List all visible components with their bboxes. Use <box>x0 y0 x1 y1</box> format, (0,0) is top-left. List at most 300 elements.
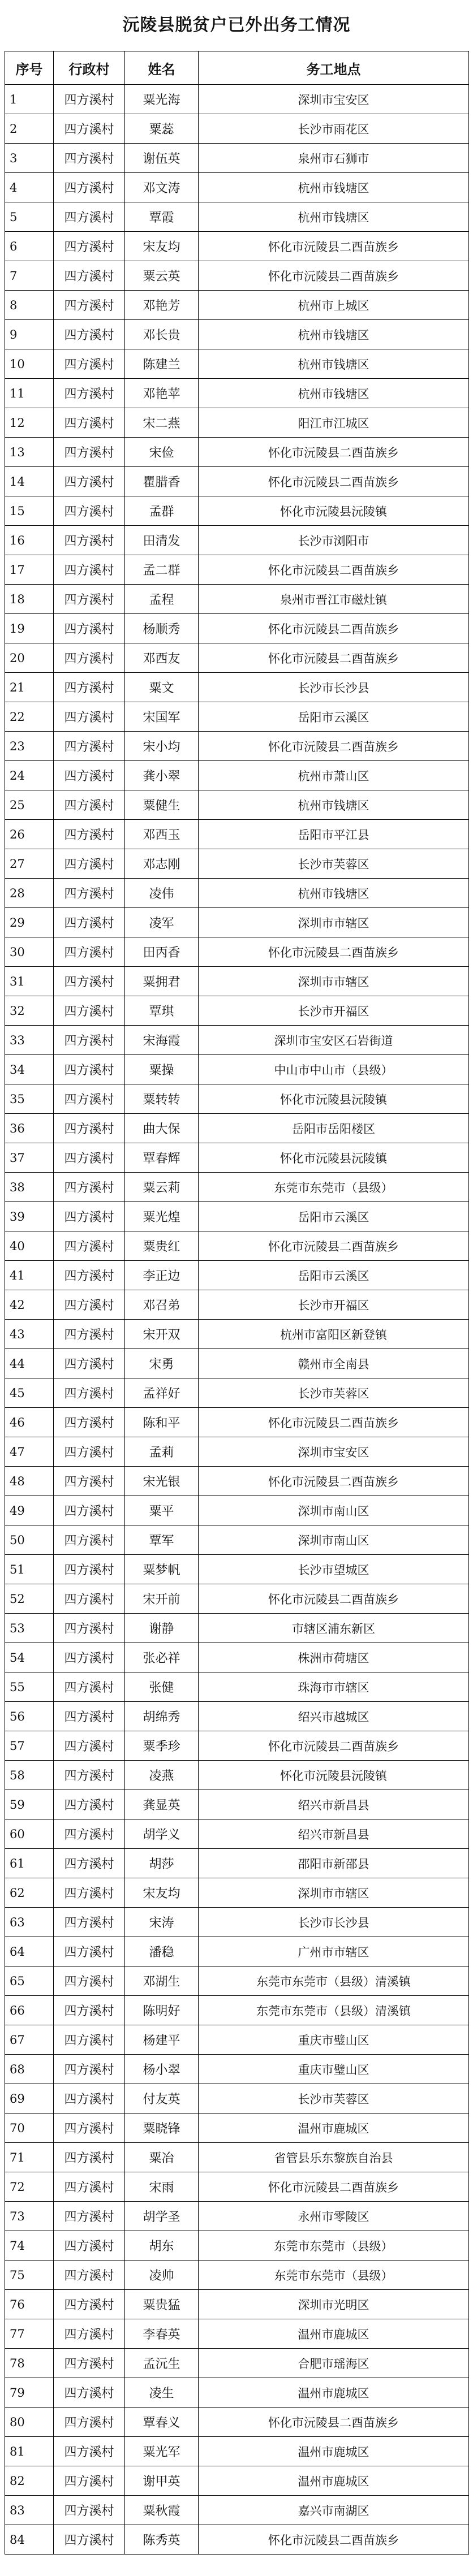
row-village: 四方溪村 <box>54 1437 125 1467</box>
row-name: 曲大保 <box>125 1114 199 1143</box>
row-index: 18 <box>5 585 54 614</box>
row-location: 赣州市全南县 <box>199 1349 469 1378</box>
row-name: 覃琪 <box>125 996 199 1026</box>
row-location: 长沙市长沙县 <box>199 673 469 702</box>
row-location: 长沙市芙蓉区 <box>199 1378 469 1408</box>
header-village: 行政村 <box>54 51 125 85</box>
row-index: 52 <box>5 1584 54 1614</box>
row-village: 四方溪村 <box>54 438 125 467</box>
row-location: 怀化市沅陵县二酉苗族乡 <box>199 2525 469 2555</box>
row-village: 四方溪村 <box>54 1202 125 1231</box>
row-index: 35 <box>5 1084 54 1114</box>
row-location: 温州市鹿城区 <box>199 2378 469 2408</box>
row-village: 四方溪村 <box>54 144 125 173</box>
row-name: 粟光海 <box>125 85 199 114</box>
table-row <box>5 1525 469 1555</box>
row-village: 四方溪村 <box>54 2290 125 2319</box>
table-row <box>5 790 469 820</box>
row-index: 80 <box>5 2408 54 2437</box>
row-village: 四方溪村 <box>54 2055 125 2084</box>
row-index: 4 <box>5 173 54 202</box>
row-name: 胡绵秀 <box>125 1702 199 1731</box>
row-index: 58 <box>5 1761 54 1790</box>
table-row <box>5 643 469 673</box>
row-location: 合肥市瑶海区 <box>199 2349 469 2378</box>
row-name: 陈秀英 <box>125 2525 199 2555</box>
row-village: 四方溪村 <box>54 1996 125 2025</box>
row-index: 26 <box>5 820 54 849</box>
row-name: 田丙香 <box>125 937 199 967</box>
row-index: 21 <box>5 673 54 702</box>
row-village: 四方溪村 <box>54 1908 125 1937</box>
row-village: 四方溪村 <box>54 1084 125 1114</box>
row-village: 四方溪村 <box>54 967 125 996</box>
row-village: 四方溪村 <box>54 879 125 908</box>
row-name: 粟操 <box>125 1055 199 1084</box>
row-village: 四方溪村 <box>54 585 125 614</box>
row-village: 四方溪村 <box>54 2113 125 2143</box>
header-name: 姓名 <box>125 51 199 85</box>
table-row <box>5 673 469 702</box>
table-row <box>5 849 469 879</box>
row-village: 四方溪村 <box>54 1672 125 1702</box>
row-location: 重庆市璧山区 <box>199 2025 469 2055</box>
row-village: 四方溪村 <box>54 555 125 585</box>
row-index: 6 <box>5 232 54 261</box>
table-row <box>5 1349 469 1378</box>
row-name: 龚小翠 <box>125 761 199 790</box>
row-village: 四方溪村 <box>54 349 125 379</box>
row-location: 东莞市东莞市（县级） <box>199 1173 469 1202</box>
row-index: 74 <box>5 2231 54 2261</box>
table-row <box>5 144 469 173</box>
row-name: 谢伍英 <box>125 144 199 173</box>
row-location: 阳江市江城区 <box>199 408 469 438</box>
row-index: 14 <box>5 467 54 496</box>
row-location: 永州市零陵区 <box>199 2202 469 2231</box>
row-index: 79 <box>5 2378 54 2408</box>
row-village: 四方溪村 <box>54 1378 125 1408</box>
row-location: 广州市市辖区 <box>199 1937 469 1966</box>
row-index: 65 <box>5 1966 54 1996</box>
row-index: 25 <box>5 790 54 820</box>
row-location: 怀化市沅陵县二酉苗族乡 <box>199 2408 469 2437</box>
row-index: 31 <box>5 967 54 996</box>
row-location: 怀化市沅陵县二酉苗族乡 <box>199 614 469 643</box>
row-location: 杭州市上城区 <box>199 291 469 320</box>
row-location: 怀化市沅陵县沅陵镇 <box>199 1084 469 1114</box>
row-location: 长沙市雨花区 <box>199 114 469 144</box>
row-location: 怀化市沅陵县二酉苗族乡 <box>199 937 469 967</box>
row-location: 省管县乐东黎族自治县 <box>199 2143 469 2172</box>
row-village: 四方溪村 <box>54 732 125 761</box>
table-row <box>5 1378 469 1408</box>
row-location: 泉州市晋江市磁灶镇 <box>199 585 469 614</box>
table-row <box>5 438 469 467</box>
row-location: 珠海市市辖区 <box>199 1672 469 1702</box>
row-index: 56 <box>5 1702 54 1731</box>
table-row <box>5 2496 469 2525</box>
row-location: 岳阳市云溪区 <box>199 1202 469 1231</box>
row-name: 孟莉 <box>125 1437 199 1467</box>
table-row <box>5 702 469 732</box>
row-village: 四方溪村 <box>54 114 125 144</box>
row-location: 深圳市宝安区 <box>199 1437 469 1467</box>
row-village: 四方溪村 <box>54 85 125 114</box>
table-row <box>5 2202 469 2231</box>
table-row <box>5 1614 469 1643</box>
row-name: 粟晓锋 <box>125 2113 199 2143</box>
row-village: 四方溪村 <box>54 1584 125 1614</box>
row-index: 24 <box>5 761 54 790</box>
row-village: 四方溪村 <box>54 1055 125 1084</box>
table-row <box>5 1819 469 1849</box>
row-village: 四方溪村 <box>54 1849 125 1878</box>
row-location: 东莞市东莞市（县级） <box>199 2231 469 2261</box>
row-index: 83 <box>5 2496 54 2525</box>
row-location: 杭州市钱塘区 <box>199 379 469 408</box>
row-village: 四方溪村 <box>54 261 125 291</box>
row-name: 粟转转 <box>125 1084 199 1114</box>
table-row <box>5 1908 469 1937</box>
row-village: 四方溪村 <box>54 2466 125 2496</box>
row-name: 粟季珍 <box>125 1731 199 1761</box>
row-index: 34 <box>5 1055 54 1084</box>
row-location: 东莞市东莞市（县级） <box>199 2261 469 2290</box>
row-location: 岳阳市岳阳楼区 <box>199 1114 469 1143</box>
row-name: 孟群 <box>125 496 199 526</box>
row-location: 深圳市市辖区 <box>199 908 469 937</box>
row-location: 岳阳市云溪区 <box>199 702 469 732</box>
table-row <box>5 291 469 320</box>
row-name: 凌军 <box>125 908 199 937</box>
row-village: 四方溪村 <box>54 467 125 496</box>
row-location: 东莞市东莞市（县级）清溪镇 <box>199 1966 469 1996</box>
row-name: 宋二燕 <box>125 408 199 438</box>
row-name: 胡莎 <box>125 1849 199 1878</box>
row-location: 市辖区浦东新区 <box>199 1614 469 1643</box>
row-name: 宋小均 <box>125 732 199 761</box>
row-location: 邵阳市新邵县 <box>199 1849 469 1878</box>
row-location: 怀化市沅陵县二酉苗族乡 <box>199 1584 469 1614</box>
row-location: 长沙市长沙县 <box>199 1908 469 1937</box>
row-village: 四方溪村 <box>54 643 125 673</box>
row-village: 四方溪村 <box>54 2408 125 2437</box>
table-row <box>5 2437 469 2466</box>
row-index: 67 <box>5 2025 54 2055</box>
row-name: 付友英 <box>125 2084 199 2113</box>
row-location: 长沙市开福区 <box>199 996 469 1026</box>
header-location: 务工地点 <box>199 51 469 85</box>
row-village: 四方溪村 <box>54 1026 125 1055</box>
row-location: 重庆市璧山区 <box>199 2055 469 2084</box>
row-name: 孟二群 <box>125 555 199 585</box>
row-name: 覃春义 <box>125 2408 199 2437</box>
table-row <box>5 1173 469 1202</box>
row-village: 四方溪村 <box>54 1290 125 1320</box>
row-name: 李春英 <box>125 2319 199 2349</box>
row-location: 深圳市南山区 <box>199 1525 469 1555</box>
row-name: 宋海霞 <box>125 1026 199 1055</box>
row-index: 10 <box>5 349 54 379</box>
row-location: 怀化市沅陵县二酉苗族乡 <box>199 438 469 467</box>
row-location: 中山市中山市（县级） <box>199 1055 469 1084</box>
table-row <box>5 202 469 232</box>
row-name: 粟贵猛 <box>125 2290 199 2319</box>
row-index: 55 <box>5 1672 54 1702</box>
row-index: 57 <box>5 1731 54 1761</box>
row-name: 杨顺秀 <box>125 614 199 643</box>
row-village: 四方溪村 <box>54 291 125 320</box>
row-name: 田清发 <box>125 526 199 555</box>
row-location: 深圳市市辖区 <box>199 1878 469 1908</box>
row-name: 宋国军 <box>125 702 199 732</box>
table-row <box>5 1143 469 1173</box>
row-name: 孟沅生 <box>125 2349 199 2378</box>
row-name: 宋友均 <box>125 1878 199 1908</box>
row-name: 宋雨 <box>125 2172 199 2202</box>
table-row <box>5 2408 469 2437</box>
row-location: 怀化市沅陵县二酉苗族乡 <box>199 467 469 496</box>
row-location: 绍兴市新昌县 <box>199 1790 469 1819</box>
row-name: 粟冶 <box>125 2143 199 2172</box>
row-location: 杭州市钱塘区 <box>199 349 469 379</box>
row-village: 四方溪村 <box>54 2143 125 2172</box>
table-row <box>5 2143 469 2172</box>
row-index: 60 <box>5 1819 54 1849</box>
table-row <box>5 2466 469 2496</box>
row-village: 四方溪村 <box>54 1349 125 1378</box>
row-name: 凌燕 <box>125 1761 199 1790</box>
row-location: 深圳市宝安区石岩街道 <box>199 1026 469 1055</box>
table-row <box>5 1231 469 1261</box>
table-row <box>5 2525 469 2555</box>
row-index: 77 <box>5 2319 54 2349</box>
row-index: 11 <box>5 379 54 408</box>
row-name: 邓志刚 <box>125 849 199 879</box>
table-row <box>5 1731 469 1761</box>
table-row <box>5 820 469 849</box>
table-row <box>5 555 469 585</box>
row-name: 粟拥君 <box>125 967 199 996</box>
row-village: 四方溪村 <box>54 2319 125 2349</box>
row-village: 四方溪村 <box>54 1231 125 1261</box>
table-row <box>5 1702 469 1731</box>
row-village: 四方溪村 <box>54 1761 125 1790</box>
table-row <box>5 232 469 261</box>
row-name: 粟健生 <box>125 790 199 820</box>
table-row <box>5 114 469 144</box>
row-location: 岳阳市云溪区 <box>199 1261 469 1290</box>
row-location: 怀化市沅陵县沅陵镇 <box>199 496 469 526</box>
row-index: 45 <box>5 1378 54 1408</box>
row-location: 怀化市沅陵县二酉苗族乡 <box>199 643 469 673</box>
row-index: 13 <box>5 438 54 467</box>
row-village: 四方溪村 <box>54 1261 125 1290</box>
row-index: 8 <box>5 291 54 320</box>
row-location: 怀化市沅陵县沅陵镇 <box>199 1143 469 1173</box>
table-row <box>5 1437 469 1467</box>
row-village: 四方溪村 <box>54 1496 125 1525</box>
row-index: 71 <box>5 2143 54 2172</box>
table-row <box>5 1966 469 1996</box>
row-location: 绍兴市新昌县 <box>199 1819 469 1849</box>
table-row <box>5 614 469 643</box>
row-village: 四方溪村 <box>54 2231 125 2261</box>
row-index: 54 <box>5 1643 54 1672</box>
table-row <box>5 879 469 908</box>
row-village: 四方溪村 <box>54 1966 125 1996</box>
row-name: 邓湖生 <box>125 1966 199 1996</box>
row-village: 四方溪村 <box>54 1555 125 1584</box>
row-name: 粟文 <box>125 673 199 702</box>
row-index: 64 <box>5 1937 54 1966</box>
row-village: 四方溪村 <box>54 232 125 261</box>
page-title: 沅陵县脱贫户已外出务工情况 <box>122 15 351 35</box>
row-village: 四方溪村 <box>54 1408 125 1437</box>
row-index: 17 <box>5 555 54 585</box>
row-village: 四方溪村 <box>54 673 125 702</box>
row-index: 48 <box>5 1467 54 1496</box>
row-village: 四方溪村 <box>54 1731 125 1761</box>
row-village: 四方溪村 <box>54 702 125 732</box>
row-location: 怀化市沅陵县二酉苗族乡 <box>199 2172 469 2202</box>
table-row <box>5 761 469 790</box>
row-name: 胡学圣 <box>125 2202 199 2231</box>
table-row <box>5 1996 469 2025</box>
row-name: 杨建平 <box>125 2025 199 2055</box>
row-location: 长沙市浏阳市 <box>199 526 469 555</box>
row-index: 40 <box>5 1231 54 1261</box>
row-index: 38 <box>5 1173 54 1202</box>
row-village: 四方溪村 <box>54 937 125 967</box>
row-name: 粟贵红 <box>125 1231 199 1261</box>
row-village: 四方溪村 <box>54 408 125 438</box>
row-index: 15 <box>5 496 54 526</box>
row-village: 四方溪村 <box>54 820 125 849</box>
row-name: 凌伟 <box>125 879 199 908</box>
row-village: 四方溪村 <box>54 1643 125 1672</box>
table-row <box>5 996 469 1026</box>
row-index: 82 <box>5 2466 54 2496</box>
row-index: 20 <box>5 643 54 673</box>
row-name: 宋开双 <box>125 1320 199 1349</box>
row-name: 张必祥 <box>125 1643 199 1672</box>
row-name: 粟秋霞 <box>125 2496 199 2525</box>
row-index: 70 <box>5 2113 54 2143</box>
row-name: 覃霞 <box>125 202 199 232</box>
row-index: 50 <box>5 1525 54 1555</box>
row-index: 72 <box>5 2172 54 2202</box>
row-village: 四方溪村 <box>54 1114 125 1143</box>
row-location: 东莞市东莞市（县级）清溪镇 <box>199 1996 469 2025</box>
row-name: 邓西友 <box>125 643 199 673</box>
table-row <box>5 2084 469 2113</box>
row-village: 四方溪村 <box>54 2202 125 2231</box>
row-index: 84 <box>5 2525 54 2555</box>
row-location: 杭州市钱塘区 <box>199 879 469 908</box>
row-name: 孟程 <box>125 585 199 614</box>
row-index: 7 <box>5 261 54 291</box>
row-name: 杨小翠 <box>125 2055 199 2084</box>
row-index: 16 <box>5 526 54 555</box>
row-index: 62 <box>5 1878 54 1908</box>
row-village: 四方溪村 <box>54 1320 125 1349</box>
row-name: 孟祥好 <box>125 1378 199 1408</box>
row-village: 四方溪村 <box>54 2378 125 2408</box>
row-name: 粟云英 <box>125 261 199 291</box>
row-village: 四方溪村 <box>54 320 125 349</box>
row-village: 四方溪村 <box>54 1702 125 1731</box>
row-name: 谢静 <box>125 1614 199 1643</box>
row-index: 12 <box>5 408 54 438</box>
row-name: 覃军 <box>125 1525 199 1555</box>
row-name: 宋涛 <box>125 1908 199 1937</box>
row-index: 36 <box>5 1114 54 1143</box>
row-index: 30 <box>5 937 54 967</box>
row-location: 嘉兴市南湖区 <box>199 2496 469 2525</box>
table-row <box>5 496 469 526</box>
row-name: 邓艳苹 <box>125 379 199 408</box>
row-location: 泉州市石狮市 <box>199 144 469 173</box>
row-name: 张健 <box>125 1672 199 1702</box>
row-index: 59 <box>5 1790 54 1819</box>
row-index: 39 <box>5 1202 54 1231</box>
row-index: 43 <box>5 1320 54 1349</box>
row-location: 怀化市沅陵县二酉苗族乡 <box>199 1731 469 1761</box>
row-village: 四方溪村 <box>54 2525 125 2555</box>
row-location: 深圳市市辖区 <box>199 967 469 996</box>
row-location: 株洲市荷塘区 <box>199 1643 469 1672</box>
row-index: 63 <box>5 1908 54 1937</box>
row-location: 怀化市沅陵县二酉苗族乡 <box>199 232 469 261</box>
row-index: 42 <box>5 1290 54 1320</box>
row-index: 1 <box>5 85 54 114</box>
row-location: 温州市鹿城区 <box>199 2466 469 2496</box>
row-village: 四方溪村 <box>54 849 125 879</box>
table-row <box>5 379 469 408</box>
row-location: 杭州市富阳区新登镇 <box>199 1320 469 1349</box>
row-village: 四方溪村 <box>54 1878 125 1908</box>
header-row <box>5 51 469 85</box>
row-name: 胡东 <box>125 2231 199 2261</box>
table-row <box>5 908 469 937</box>
row-location: 温州市鹿城区 <box>199 2113 469 2143</box>
table-row <box>5 1084 469 1114</box>
row-name: 陈建兰 <box>125 349 199 379</box>
table-row <box>5 1672 469 1702</box>
table-row <box>5 1643 469 1672</box>
table-row <box>5 1496 469 1525</box>
row-index: 81 <box>5 2437 54 2466</box>
row-index: 68 <box>5 2055 54 2084</box>
row-location: 怀化市沅陵县二酉苗族乡 <box>199 261 469 291</box>
row-village: 四方溪村 <box>54 1525 125 1555</box>
row-village: 四方溪村 <box>54 496 125 526</box>
row-index: 27 <box>5 849 54 879</box>
row-index: 66 <box>5 1996 54 2025</box>
row-village: 四方溪村 <box>54 1937 125 1966</box>
table-row <box>5 2349 469 2378</box>
row-location: 长沙市开福区 <box>199 1290 469 1320</box>
row-index: 23 <box>5 732 54 761</box>
row-village: 四方溪村 <box>54 2261 125 2290</box>
row-location: 杭州市萧山区 <box>199 761 469 790</box>
table-row <box>5 2113 469 2143</box>
row-village: 四方溪村 <box>54 2172 125 2202</box>
row-name: 瞿腊香 <box>125 467 199 496</box>
row-name: 龚显英 <box>125 1790 199 1819</box>
